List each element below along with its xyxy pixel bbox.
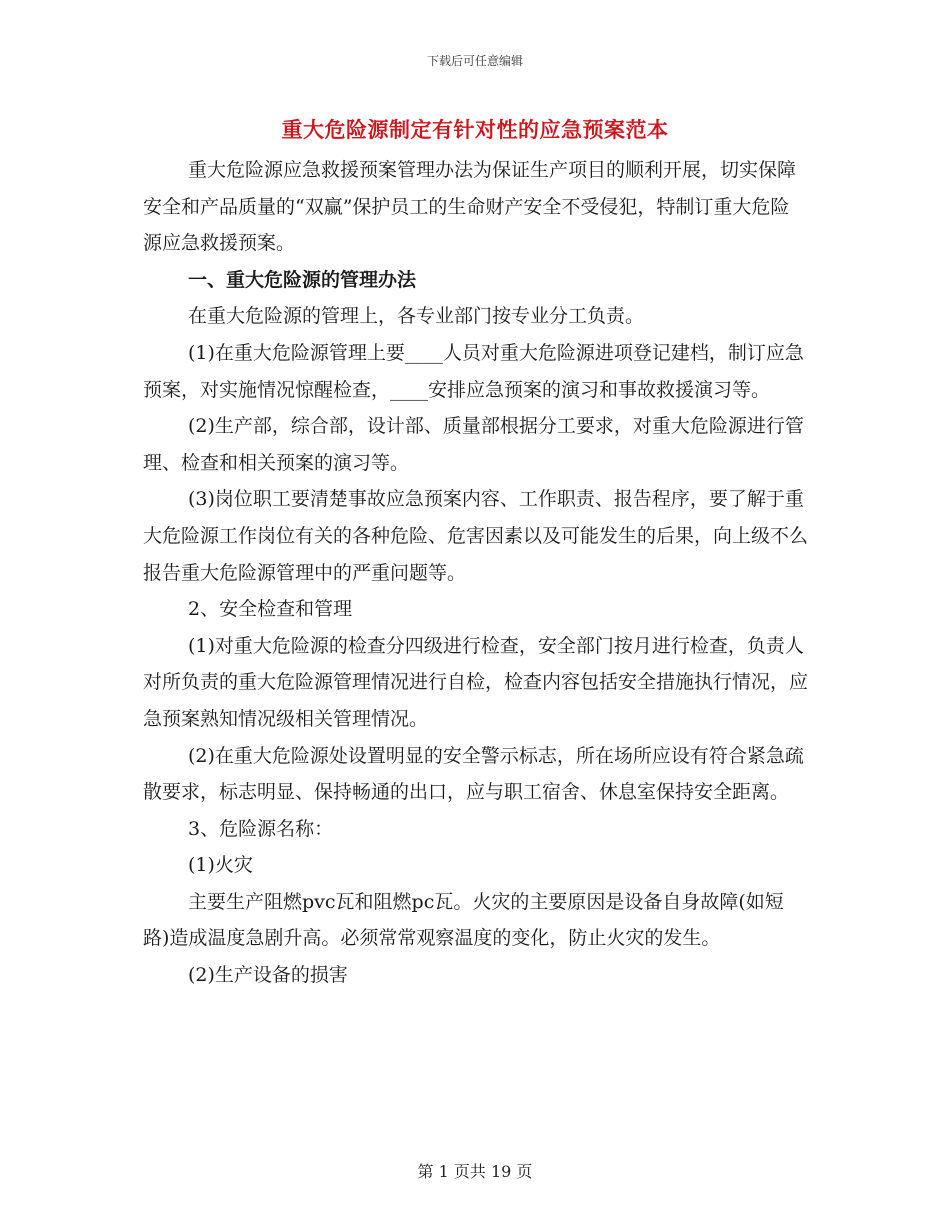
paragraph: (3)岗位职工要清楚事故应急预案内容、工作职责、报告程序，要了解于重大危险源工作岗位有关的各种危险、危害因素以及可能发生的后果，向上级不么报告重大危险源管理中的严重问题等。 xyxy=(143,488,809,584)
document-title: 重大危险源制定有针对性的应急预案范本 xyxy=(281,117,669,142)
document-body xyxy=(143,152,808,994)
paragraph: (1)对重大危险源的检查分四级进行检查，安全部门按月进行检查，负责人对所负责的重大危险源管理情况进行自检，检查内容包括安全措施执行情况，应急预案熟知情况级相关管理情况。 xyxy=(143,634,809,730)
page-footer: 第 1 页共 19 页 xyxy=(417,1162,533,1181)
page-header: 下载后可任意编辑 xyxy=(426,54,523,68)
paragraph: (1)在重大危险源管理上要____人员对重大危险源进项登记建档，制订应急预案，对实施情况惊醒检查，____安排应急预案的演习和事故救援演习等。 xyxy=(143,341,804,401)
subheading: (2)生产设备的损害 xyxy=(188,964,348,987)
section-heading-2: 2、安全检查和管理 xyxy=(188,598,353,621)
paragraph: 在重大危险源的管理上，各专业部门按专业分工负责。 xyxy=(188,305,645,328)
subheading: (1)火灾 xyxy=(188,854,253,877)
paragraph: 主要生产阻燃pvc瓦和阻燃pc瓦。火灾的主要原因是设备自身故障(如短路)造成温度急剧升高。必须常常观察温度的变化，防止火灾的发生。 xyxy=(143,890,784,950)
intro-paragraph: 重大危险源应急救援预案管理办法为保证生产项目的顺利开展，切实保障安全和产品质量的“双赢”保护员工的生命财产安全不受侵犯，特制订重大危险源应急救援预案。 xyxy=(143,159,797,255)
section-heading-3: 3、危险源名称： xyxy=(188,817,334,840)
paragraph: (2)在重大危险源处设置明显的安全警示标志，所在场所应设有符合紧急疏散要求，标志明显、保持畅通的出口，应与职工宿舍、休息室保持安全距离。 xyxy=(143,744,804,804)
paragraph: (2)生产部，综合部，设计部、质量部根据分工要求，对重大危险源进行管理、检查和相关预案的演习等。 xyxy=(143,415,804,474)
section-heading-1: 一、重大危险源的管理办法 xyxy=(188,268,417,291)
